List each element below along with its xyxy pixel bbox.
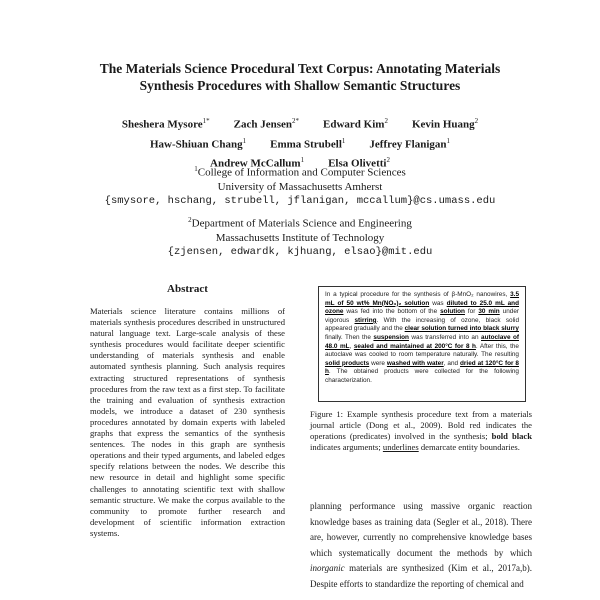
author: Zach Jensen$^{2*}$ — [233, 117, 300, 131]
author: Edward Kim$^2$ — [323, 117, 388, 131]
aff-dept: College of Information and Computer Sciences — [197, 166, 406, 179]
aff-emails: {smysore, hschang, strubell, jflanigan, mccallum}@cs.umass.edu — [104, 194, 496, 207]
aff-emails: {zjensen, edwardk, kjhuang, elsao}@mit.edu — [167, 245, 433, 258]
abstract-text: Materials science literature contains millions of materials synthesis procedures described in unstructured natural language text. Large-scale analysis of these synthesis procedures would facilitate deeper scientific understanding of materials synthesis and enable automated synthesis planning. Such analysis requires extracting structured representations of synthesis procedures from the raw text as a first step. To facilitate the training and evaluation of synthesis extraction models, we introduce a dataset of 230 synthesis procedures annotated by domain experts with labeled graphs that express the semantics of the synthesis sentences. The nodes in this graph are synthesis operations and their typed arguments, and labeled edges specify relations between the nodes. We describe this new resource in detail and highlight some specific challenges to annotating scientific text with shallow semantic structure. We make the corpus available to the community to promote further research and development of scientific information extraction systems. — [90, 306, 285, 538]
author: Haw-Shiuan Chang$^1$ — [149, 136, 247, 151]
figure-1-box: In a typical procedure for the synthesis of β-MnO₂ nanowires, 3.5 mL of 50 wt% Mn(NO₃)₂ solution was diluted to 25.0 mL and ozone was fed into the bottom of the solution for 30 min under vigorous stirring. With the increasing of ozone, black solid appeared gradually and the clear solution turned into black slurry finally. Then the suspension was transferred into an autoclave of 48.0 mL, sealed and maintained at 200°C for 8 h. After this, the autoclave was cooled to room temperature naturally. The resulting solid products were washed with water, and dried at 120°C for 8 h. The obtained products were collected for the following characterization. — [318, 286, 526, 402]
author: Jeffrey Flanigan$^1$ — [369, 136, 451, 151]
author: Andrew McCallum$^1$ — [210, 156, 305, 170]
abstract-heading: Abstract — [167, 283, 208, 295]
body-text: planning performance using massive organic reaction knowledge bases as training data (Segler et al., 2018). There are, however, currently no comprehensive knowledge bases which systematically document the methods by which inorganic materials are synthesized (Kim et al., 2017a,b). Despite efforts to standardize the reporting of chemical and — [310, 501, 532, 589]
author: Kevin Huang$^2$ — [411, 117, 479, 131]
title-line: Synthesis Procedures with Shallow Semantic Structures — [139, 78, 461, 93]
affiliation-2: $^2$Department of Materials Science and Engineering Massachusetts Institute of Technology {zjensen, edwardk, kjhuang, elsao}@mit.edu — [60, 213, 540, 259]
title-line: The Materials Science Procedural Text Corpus: Annotating Materials — [99, 61, 501, 76]
aff-univ: University of Massachusetts Amherst — [217, 180, 383, 193]
paper-title — [60, 60, 540, 94]
author: Emma Strubell$^1$ — [270, 136, 346, 151]
author: Elsa Olivetti$^2$ — [328, 156, 390, 170]
aff-univ: Massachusetts Institute of Technology — [215, 231, 385, 244]
author: Sheshera Mysore$^{1*}$ — [121, 117, 210, 131]
aff-dept: Department of Materials Science and Engineering — [191, 217, 412, 230]
figure-1-caption: Figure 1: Example synthesis procedure text from a materials journal article (Dong et al., 2009). Bold red indicates the operations (predicates) involved in the synthesis; bold black indicates arguments; underlines demarcate entity boundaries. — [310, 409, 532, 452]
affiliation-1: $^1$College of Information and Computer Sciences University of Massachusetts Amherst {smysore, hschang, strubell, jflanigan, mccallum}@cs.umass.edu — [60, 162, 540, 208]
